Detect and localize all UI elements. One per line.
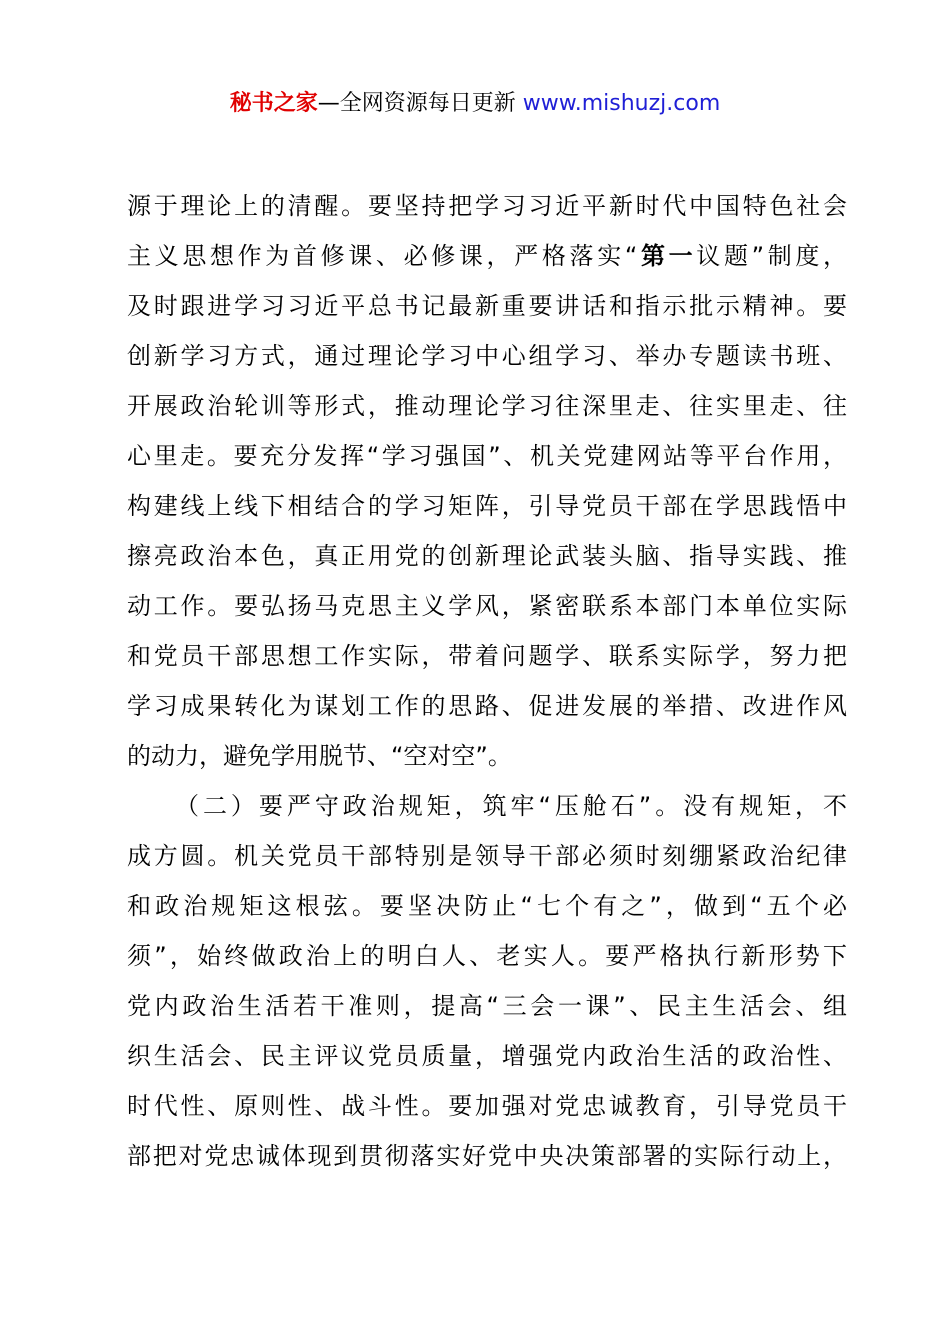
- document-body: [127, 181, 847, 1181]
- text-line: 织生活会、民主评议党员质量，增强党内政治生活的政治性、: [127, 1042, 847, 1070]
- section-heading-line: （二）要严守政治规矩，筑牢“压舱石”。没有规矩，不: [175, 792, 847, 820]
- text-line: 擦亮政治本色，真正用党的创新理论武装头脑、指导实践、推: [127, 542, 847, 570]
- text-line: 成方圆。机关党员干部特别是领导干部必须时刻绷紧政治纪律: [127, 842, 847, 870]
- text-segment: 议题”制度，: [696, 242, 848, 270]
- text-line: 部把对党忠诚体现到贯彻落实好党中央决策部署的实际行动上，: [127, 1142, 847, 1170]
- text-line: 党内政治生活若干准则，提高“三会一课”、民主生活会、组: [127, 992, 847, 1020]
- text-line: 开展政治轮训等形式，推动理论学习往深里走、往实里走、往: [127, 392, 847, 420]
- text-line: 及时跟进学习习近平总书记最新重要讲话和指示批示精神。要: [127, 292, 847, 320]
- text-line: 和党员干部思想工作实际，带着问题学、联系实际学，努力把: [127, 642, 847, 670]
- text-line: 须”，始终做政治上的明白人、老实人。要严格执行新形势下: [127, 942, 847, 970]
- site-url-link[interactable]: www.mishuzj.com: [522, 91, 721, 116]
- text-line: 时代性、原则性、战斗性。要加强对党忠诚教育，引导党员干: [127, 1092, 847, 1120]
- text-line: 源于理论上的清醒。要坚持把学习习近平新时代中国特色社会: [127, 192, 847, 220]
- text-segment: 主义思想作为首修课、必修课，严格落实“: [127, 242, 638, 270]
- text-line: 的动力，避免学用脱节、“空对空”。: [127, 742, 512, 770]
- bold-text: 第一: [637, 242, 697, 270]
- text-line: 和政治规矩这根弦。要坚决防止“七个有之”，做到“五个必: [127, 892, 847, 920]
- header-tagline: —全网资源每日更新: [317, 91, 523, 116]
- text-line: 创新学习方式，通过理论学习中心组学习、举办专题读书班、: [127, 342, 847, 370]
- brand-name: 秘书之家: [229, 91, 318, 116]
- text-line: 学习成果转化为谋划工作的思路、促进发展的举措、改进作风: [127, 692, 847, 720]
- text-line: 构建线上线下相结合的学习矩阵，引导党员干部在学思践悟中: [127, 492, 847, 520]
- text-line: 心里走。要充分发挥“学习强国”、机关党建网站等平台作用，: [127, 442, 847, 470]
- text-line: [127, 231, 847, 281]
- text-line: 动工作。要弘扬马克思主义学风，紧密联系本部门本单位实际: [127, 592, 847, 620]
- page-header: [0, 88, 950, 120]
